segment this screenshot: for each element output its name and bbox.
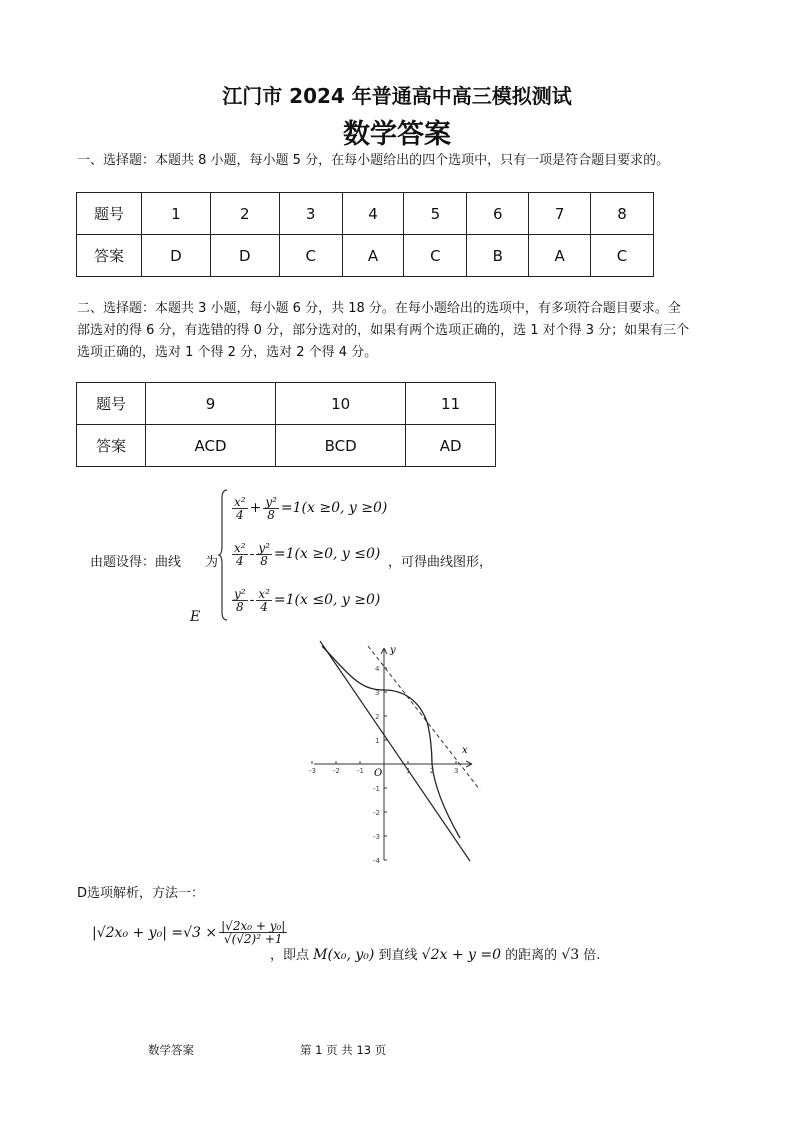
x-tick-label: 3 [454,767,459,775]
answer-cell: BCD [276,425,406,467]
x-axis-label: x [462,745,468,756]
option-d-formula [92,920,289,945]
question-number: 6 [467,193,529,235]
page-subtitle: 数学答案 [343,119,451,150]
curve-graph [310,640,480,865]
asymptote-line [320,641,470,861]
section2-line: 二、选择题：本题共 3 小题，每小题 6 分，共 18 分。在每小题给出的选项中，有多项符合题目要求。全 [77,301,681,316]
y-axis-label: y [390,645,396,656]
option-d-heading: D选项解析，方法一： [77,886,205,901]
row-label: 题号 [77,383,146,425]
x-tick-label: -2 [333,767,340,775]
question-number: 1 [142,193,211,235]
answer-cell: C [279,235,342,277]
question-number: 11 [406,383,496,425]
page-title: 江门市 2024 年普通高中高三模拟测试 [222,84,572,108]
text-mid: ，即点 [270,948,310,963]
section2-line: 部选对的得 6 分，有选错的得 0 分，部分选对的，如果有两个选项正确的，选 1 对个得 3 分；如果有三个 [77,323,690,338]
question-number: 5 [404,193,467,235]
curve-branch-ellipse [384,690,432,764]
question-number: 9 [146,383,276,425]
answer-cell: C [591,235,654,277]
question-number: 4 [342,193,404,235]
y-tick-label: -4 [373,857,380,865]
formula-lhs: |√2x₀ + y₀| =√3 × [92,924,218,941]
formula-fraction [219,920,287,945]
answer-cell: D [210,235,279,277]
derivation-intro: 由题设得：曲线 [90,555,182,570]
section2-line: 选项正确的，选对 1 个得 2 分，选对 2 个得 4 分。 [77,345,378,360]
question-number: 3 [279,193,342,235]
section2-instructions [77,298,727,364]
question-number: 7 [529,193,591,235]
answer-cell: B [467,235,529,277]
section1-instructions: 一、选择题：本题共 8 小题，每小题 5 分，在每小题给出的四个选项中，只有一项是符合题目要求的。 [77,153,670,168]
x-tick-label: 1 [406,767,411,775]
row-label: 题号 [77,193,142,235]
row-label: 答案 [77,425,146,467]
x-tick-label: -3 [309,767,316,775]
x-tick-label: -1 [357,767,364,775]
answer-table-1 [76,192,654,277]
y-tick-label: 2 [375,713,380,721]
question-number: 2 [210,193,279,235]
text-to-line: 到直线 [378,948,418,963]
origin-label: O [374,768,383,779]
y-tick-label: 1 [375,737,380,745]
answer-table-2 [76,382,496,467]
y-tick-label: -3 [373,833,380,841]
question-number: 10 [276,383,406,425]
answer-cell: AD [406,425,496,467]
equation-row: $\frac{\text{x²}}{4}$ - $\frac{\text{y²}}{8}$ =1(x ≥0, y ≤0) [234,540,381,568]
fraction-numerator: |√2x₀ + y₀| [221,919,286,933]
answer-cell: A [529,235,591,277]
curve-branch-hyperbola-bottom [432,764,460,838]
answer-cell: C [404,235,467,277]
answer-cell: ACD [146,425,276,467]
y-tick-label: 4 [375,665,380,673]
y-tick-label: 3 [375,689,380,697]
y-tick-label: -1 [373,785,380,793]
fraction-denominator: √(√2)² +1 [223,932,283,946]
derivation-after: ，可得曲线图形， [388,555,493,570]
question-number: 8 [591,193,654,235]
answer-cell: A [342,235,404,277]
derivation-wei: 为 [205,555,219,570]
brace-icon [218,488,228,622]
curve-letter: E [190,609,201,625]
row-label: 答案 [77,235,142,277]
text-dist: 的距离的 [505,948,558,963]
factor-sqrt3: √3 [561,947,580,963]
point-m: M(x₀, y₀) [313,947,375,963]
equation-row: $\frac{\text{x²}}{4}$ + $\frac{\text{y²}}{8}$ =1(x ≥0, y ≥0) [234,494,388,522]
footer-left: 数学答案 [148,1043,194,1057]
option-d-text [270,944,600,963]
x-tick-label: 2 [430,767,435,775]
answer-cell: D [142,235,211,277]
text-tail: 倍. [583,948,601,963]
footer-page-number: 第 1 页 共 13 页 [300,1043,387,1057]
equation-row: $\frac{\text{y²}}{8}$ - $\frac{\text{x²}}{4}$ =1(x ≤0, y ≥0) [234,586,381,614]
line-equation: √2x + y =0 [421,947,502,963]
y-tick-label: -2 [373,809,380,817]
